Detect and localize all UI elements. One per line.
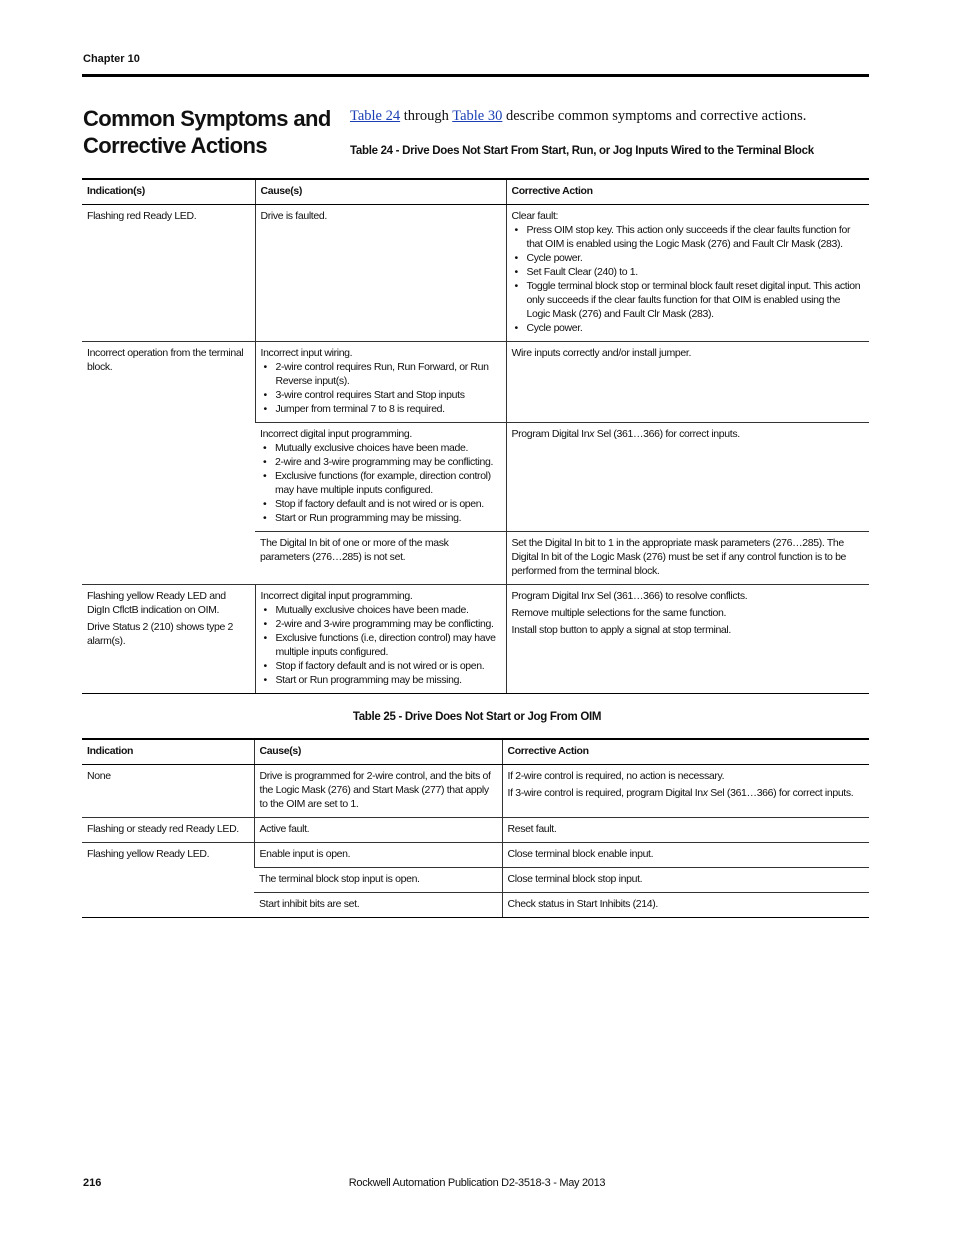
action-text: Remove multiple selections for the same function. [511, 607, 727, 619]
column-header-cause: Cause(s) [254, 739, 502, 765]
cause-cell: The terminal block stop input is open. [254, 868, 502, 893]
action-text: Program Digital In [511, 428, 590, 440]
table-row [82, 818, 869, 843]
list-item: • Exclusive functions (for example, direction control) may have multiple inputs configured. [260, 469, 501, 497]
cause-cell: Enable input is open. [254, 843, 502, 868]
action-text-part: If 3-wire control is required, program Digital In [507, 787, 703, 799]
action-cell [506, 423, 869, 532]
action-cell: Close terminal block enable input. [502, 843, 869, 868]
indication-cell: Flashing yellow Ready LED. [82, 843, 254, 918]
action-list [512, 223, 865, 335]
table-24 [82, 178, 869, 694]
cause-intro: Incorrect digital input programming. [260, 590, 413, 602]
list-item: • Jumper from terminal 7 to 8 is required. [261, 402, 501, 416]
list-item: • Mutually exclusive choices have been made. [261, 603, 501, 617]
indication-text: Flashing yellow Ready LED and DigIn CflctB indication on OIM. [87, 590, 226, 616]
list-item: • Toggle terminal block stop or terminal block fault reset digital input. This action only succeeds if the clear faults function for that OIM is enabled using the Logic Mask (276) and Fault Clr Mask (283). [512, 279, 865, 321]
column-header-indication: Indication [82, 739, 254, 765]
action-cell [506, 205, 869, 342]
table-25-caption: Table 25 - Drive Does Not Start or Jog From OIM [352, 711, 602, 723]
action-variable: x [702, 787, 708, 799]
table-row [82, 765, 869, 818]
cause-cell [255, 585, 506, 694]
action-text [512, 589, 865, 603]
list-item: • Mutually exclusive choices have been made. [260, 441, 501, 455]
action-cell: Reset fault. [502, 818, 869, 843]
header-rule [82, 74, 869, 77]
cause-cell: Active fault. [254, 818, 502, 843]
list-item: • Cycle power. [512, 321, 865, 335]
table-row [82, 342, 869, 423]
indication-text: Drive Status 2 (210) shows type 2 alarm(s). [87, 621, 234, 647]
action-text: Install stop button to apply a signal at stop terminal. [511, 624, 731, 636]
column-header-indication: Indication(s) [82, 179, 255, 205]
action-text: Sel (361…366) for correct inputs. [594, 428, 740, 440]
action-text [508, 786, 865, 800]
list-item: • 2-wire control requires Run, Run Forward, or Run Reverse input(s). [261, 360, 501, 388]
cause-list [261, 360, 501, 416]
action-text-part: Sel (361…366) for correct inputs. [707, 787, 854, 799]
cause-cell: The Digital In bit of one or more of the mask parameters (276…285) is not set. [255, 532, 506, 585]
cause-cell: Start inhibit bits are set. [254, 893, 502, 918]
list-item: • Stop if factory default and is not wired or is open. [261, 659, 501, 673]
list-item: • Exclusive functions (i.e, direction control) may have multiple inputs configured. [261, 631, 501, 659]
action-text-part: Program Digital In [511, 590, 590, 602]
indication-cell: None [82, 765, 254, 818]
indication-cell [82, 585, 255, 694]
table-25 [82, 738, 869, 918]
table-30-link[interactable]: Table 30 [452, 108, 503, 124]
intro-paragraph [350, 108, 870, 125]
action-cell: Check status in Start Inhibits (214). [502, 893, 869, 918]
table-24-caption: Table 24 - Drive Does Not Start From Start, Run, or Jog Inputs Wired to the Terminal Block [350, 145, 814, 157]
action-cell: Set the Digital In bit to 1 in the appropriate mask parameters (276…285). The Digital In bit of the Logic Mask (276) must be set if any control function is to be performed from the terminal block. [506, 532, 869, 585]
list-item: • 3-wire control requires Start and Stop inputs [261, 388, 501, 402]
list-item: • Start or Run programming may be missing. [261, 673, 501, 687]
table-row [82, 205, 869, 342]
table-header-row [82, 179, 869, 205]
table-row [82, 585, 869, 694]
intro-text-rest: describe common symptoms and corrective actions. [502, 108, 807, 124]
list-item: • Start or Run programming may be missing. [260, 511, 501, 525]
action-intro: Clear fault: [511, 210, 559, 222]
column-header-action: Corrective Action [502, 739, 869, 765]
page-number: 216 [83, 1177, 102, 1189]
cause-list [260, 441, 501, 525]
section-title: Common Symptoms and Corrective Actions [83, 106, 331, 158]
action-cell: Close terminal block stop input. [502, 868, 869, 893]
publication-info: Rockwell Automation Publication D2-3518-3 - May 2013 [348, 1177, 606, 1189]
indication-cell: Incorrect operation from the terminal block. [82, 342, 255, 585]
cause-cell: Drive is faulted. [255, 205, 506, 342]
cause-intro: Incorrect digital input programming. [260, 428, 412, 440]
cause-intro: Incorrect input wiring. [260, 347, 353, 359]
action-text-part: Sel (361…366) to resolve conflicts. [594, 590, 748, 602]
action-cell [506, 585, 869, 694]
list-item: • Press OIM stop key. This action only succeeds if the clear faults function for that OIM is enabled using the Logic Mask (276) and Fault Clr Mask (283). [512, 223, 865, 251]
cause-cell: Drive is programmed for 2-wire control, and the bits of the Logic Mask (276) and Start Mask (277) that apply to the OIM are set to 1. [254, 765, 502, 818]
cause-cell [255, 423, 506, 532]
cause-cell [255, 342, 506, 423]
action-cell: Wire inputs correctly and/or install jumper. [506, 342, 869, 423]
intro-text-mid: through [400, 108, 453, 124]
indication-cell: Flashing or steady red Ready LED. [82, 818, 254, 843]
action-variable: x [589, 428, 595, 440]
chapter-label: Chapter 10 [83, 53, 140, 65]
list-item: • Cycle power. [512, 251, 865, 265]
table-header-row [82, 739, 869, 765]
cause-list [261, 603, 501, 687]
column-header-cause: Cause(s) [255, 179, 506, 205]
table-24-link[interactable]: Table 24 [350, 108, 401, 124]
indication-cell: Flashing red Ready LED. [82, 205, 255, 342]
action-text: If 2-wire control is required, no action is necessary. [507, 770, 725, 782]
action-variable: x [589, 590, 595, 602]
list-item: • 2-wire and 3-wire programming may be conflicting. [260, 455, 501, 469]
list-item: • Stop if factory default and is not wired or is open. [260, 497, 501, 511]
table-row [82, 843, 869, 868]
column-header-action: Corrective Action [506, 179, 869, 205]
list-item: • 2-wire and 3-wire programming may be conflicting. [261, 617, 501, 631]
action-cell [502, 765, 869, 818]
list-item: • Set Fault Clear (240) to 1. [512, 265, 865, 279]
